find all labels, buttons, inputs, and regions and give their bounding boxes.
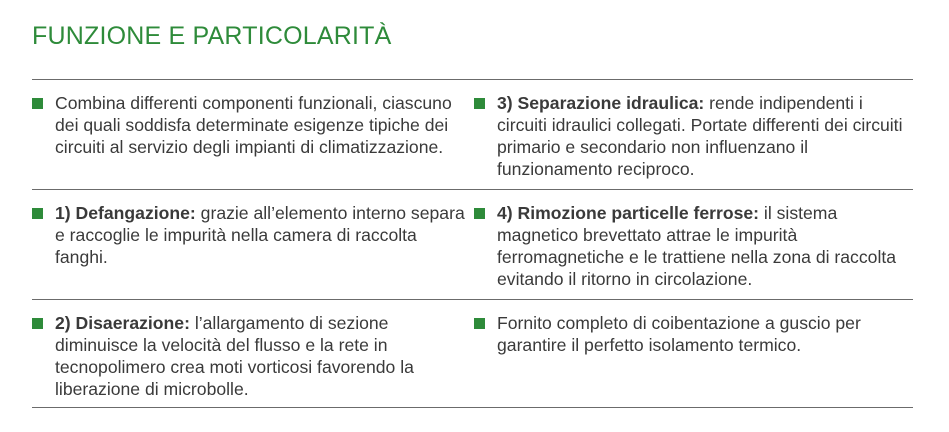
feature-item-separazione: [474, 92, 914, 180]
feature-heading: 4) Rimozione particelle ferrose:: [497, 203, 760, 223]
page-title: FUNZIONE E PARTICOLARITÀ: [32, 22, 392, 50]
feature-heading: 1) Defangazione:: [55, 203, 196, 223]
feature-description: Combina differenti componenti funzionali, ciascuno dei quali soddisfa determinate esigenze tipiche dei circuiti al servizio degli impianti di climatizzazione.: [55, 93, 452, 157]
feature-description: il sistema magnetico brevettato attrae le impurità ferromagnetiche e le trattiene nella zona di raccolta evitando il ritorno in circolazione.: [497, 203, 897, 289]
square-bullet-icon: [474, 98, 485, 109]
square-bullet-icon: [474, 318, 485, 329]
square-bullet-icon: [32, 98, 43, 109]
divider-row-1: [32, 189, 913, 190]
feature-description: Fornito completo di coibentazione a guscio per garantire il perfetto isolamento termico.: [497, 313, 861, 355]
divider-row-2: [32, 299, 913, 300]
feature-item-defangazione: [32, 202, 472, 268]
feature-heading: 2) Disaerazione:: [55, 313, 190, 333]
feature-item-rimozione: [474, 202, 914, 290]
square-bullet-icon: [32, 318, 43, 329]
square-bullet-icon: [32, 208, 43, 219]
feature-text: [55, 92, 472, 158]
square-bullet-icon: [474, 208, 485, 219]
feature-text: [497, 202, 914, 290]
feature-text: [55, 312, 472, 400]
feature-description: grazie all’elemento interno separa e raccoglie le impurità nella camera di raccolta fanghi.: [55, 203, 465, 267]
divider-bottom: [32, 407, 913, 408]
feature-description: rende indipendenti i circuiti idraulici collegati. Portate differenti dei circuiti primario e secondario non influenzano il funzionamento reciproco.: [497, 93, 903, 179]
feature-item-coibentazione: [474, 312, 914, 356]
divider-top: [32, 79, 913, 80]
feature-text: [497, 312, 914, 356]
feature-item-disaerazione: [32, 312, 472, 400]
feature-text: [55, 202, 472, 268]
feature-description: l’allargamento di sezione diminuisce la velocità del flusso e la rete in tecnopolimero crea moti vorticosi favorendo la liberazione di microbolle.: [55, 313, 414, 399]
feature-text: [497, 92, 914, 180]
feature-heading: 3) Separazione idraulica:: [497, 93, 705, 113]
feature-item-intro: [32, 92, 472, 158]
